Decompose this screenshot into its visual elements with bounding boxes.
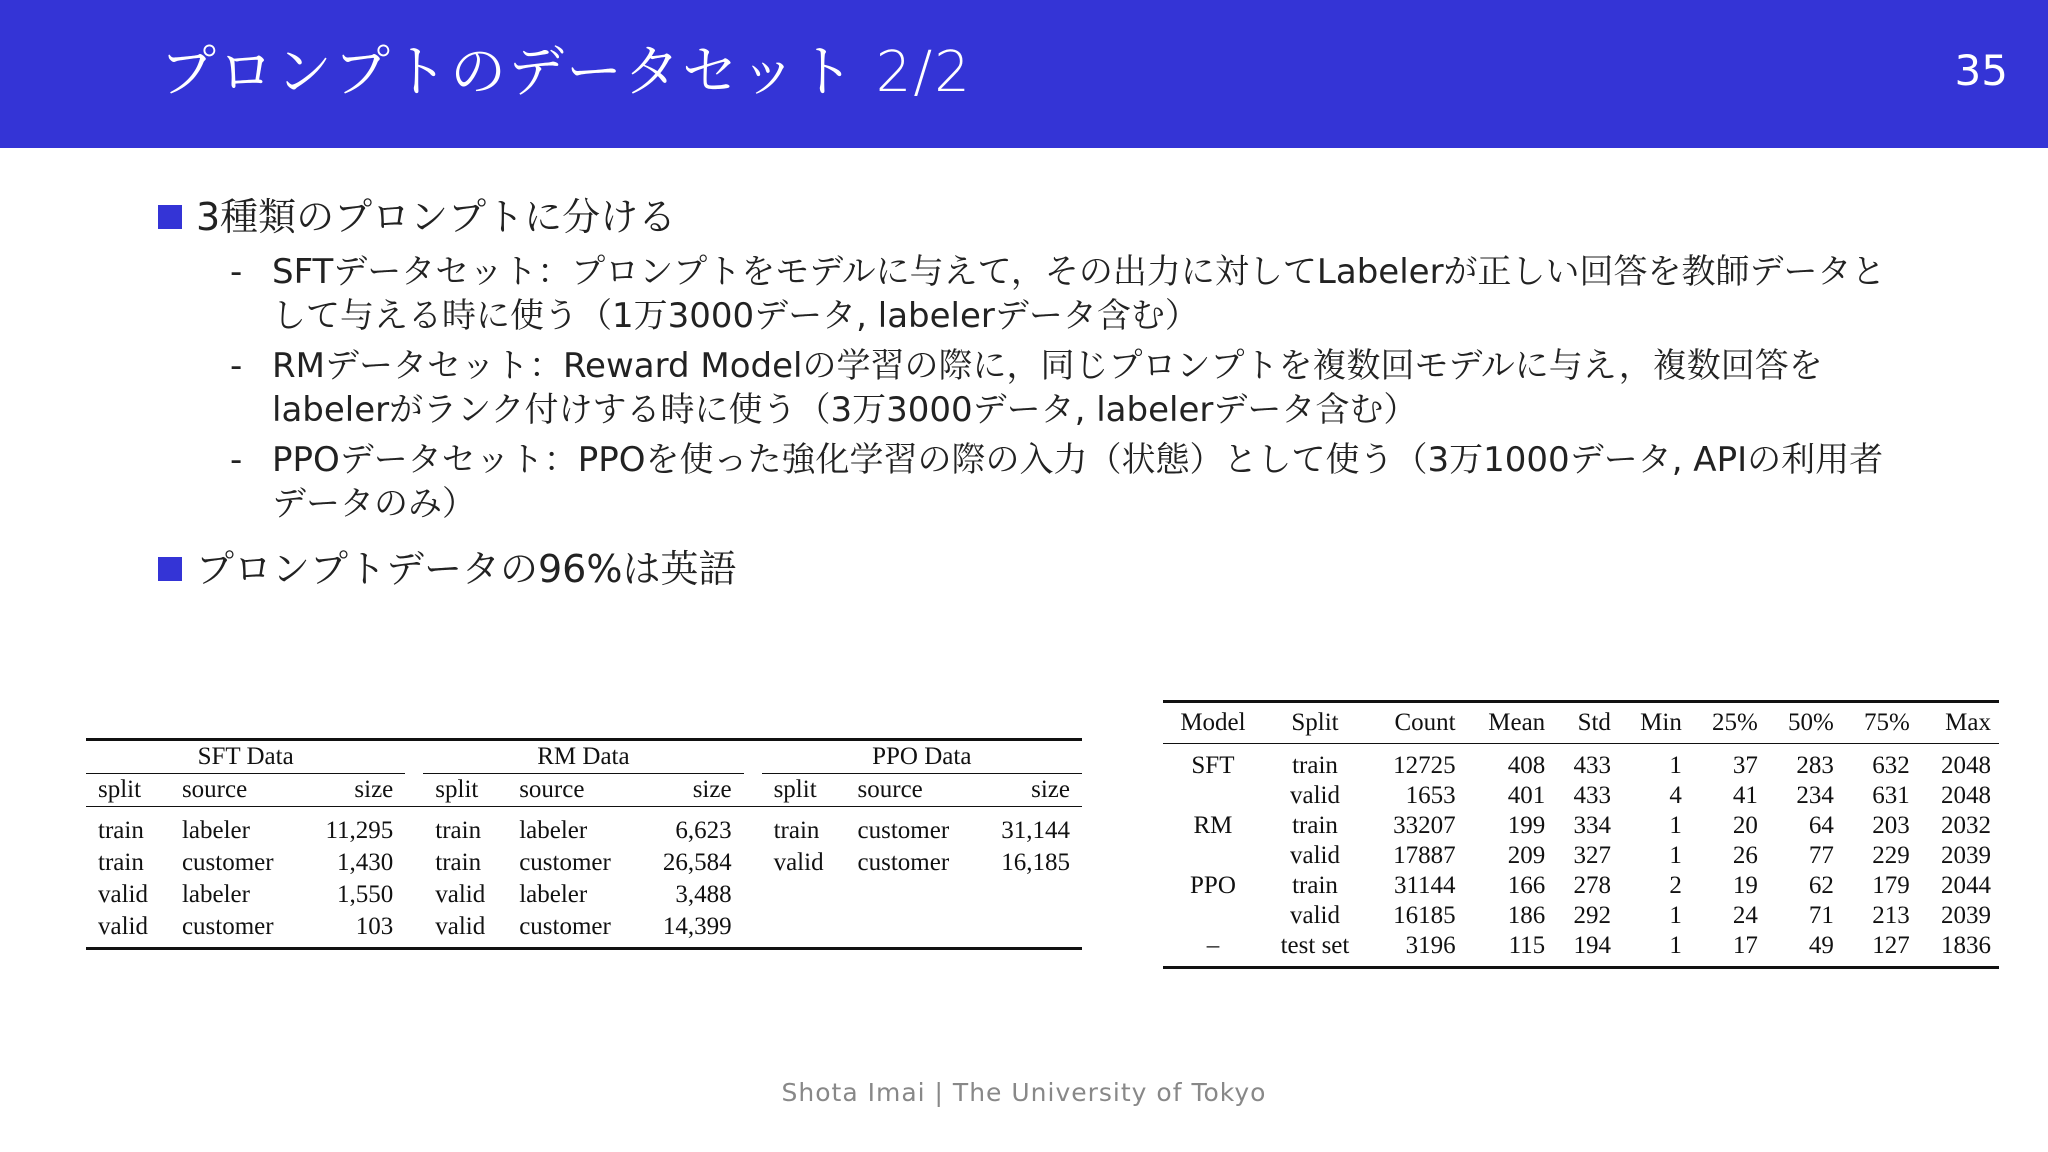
table-cell bbox=[762, 911, 846, 949]
slide-title: プロンプトのデータセット 2/2 bbox=[160, 40, 972, 105]
column-header: size bbox=[354, 776, 394, 803]
table-cell: 16185 bbox=[1393, 902, 1456, 929]
column-header: 50% bbox=[1787, 709, 1834, 736]
column-header: Max bbox=[1945, 709, 1991, 736]
table-row bbox=[86, 879, 1082, 911]
table-cell: 229 bbox=[1872, 842, 1910, 869]
table-cell: 14,399 bbox=[662, 913, 732, 940]
square-bullet-icon bbox=[158, 557, 182, 581]
table-cell bbox=[762, 879, 846, 911]
table-cell: 203 bbox=[1872, 812, 1910, 839]
bullet-text: プロンプトデータの96%は英語 bbox=[196, 547, 737, 591]
table-cell: 6,623 bbox=[675, 817, 732, 844]
table-cell: 127 bbox=[1872, 932, 1910, 959]
sub-bullet-item bbox=[158, 250, 1898, 338]
table-row bbox=[86, 807, 1082, 848]
table-cell: 234 bbox=[1796, 782, 1834, 809]
table-cell: 1653 bbox=[1405, 782, 1456, 809]
column-header: Split bbox=[1291, 709, 1339, 736]
table-cell: 4 bbox=[1669, 782, 1682, 809]
table-cell bbox=[977, 879, 1082, 911]
group-header-rm: RM Data bbox=[423, 740, 743, 774]
table-cell: – bbox=[1206, 932, 1220, 959]
table-cell: 62 bbox=[1808, 872, 1834, 899]
table-row bbox=[1163, 811, 1999, 841]
table-cell bbox=[1163, 781, 1263, 811]
table-cell: 17887 bbox=[1393, 842, 1456, 869]
column-header: split bbox=[435, 776, 479, 803]
table-cell: RM bbox=[1193, 812, 1233, 839]
table-row bbox=[1163, 744, 1999, 782]
slide-header bbox=[0, 0, 2048, 148]
table-cell: PPO bbox=[1190, 872, 1236, 899]
table-cell: valid bbox=[1289, 842, 1340, 869]
table-cell: customer bbox=[519, 849, 611, 876]
table-cell: 17 bbox=[1732, 932, 1758, 959]
table-cell: train bbox=[435, 849, 482, 876]
dataset-split-table bbox=[86, 738, 1082, 950]
table-cell: 3196 bbox=[1405, 932, 1456, 959]
table-cell: 1 bbox=[1669, 842, 1682, 869]
prompt-length-stats-table bbox=[1163, 700, 1999, 969]
table-cell: train bbox=[773, 817, 820, 844]
table-cell: 631 bbox=[1872, 782, 1910, 809]
table-cell: 24 bbox=[1732, 902, 1758, 929]
table-cell: 1 bbox=[1669, 812, 1682, 839]
table-row bbox=[1163, 841, 1999, 871]
table-cell: train bbox=[1292, 752, 1338, 779]
column-header: size bbox=[692, 776, 732, 803]
column-header: Count bbox=[1394, 709, 1456, 736]
table-cell: 41 bbox=[1732, 782, 1758, 809]
table-cell: valid bbox=[435, 913, 486, 940]
table-cell: 2 bbox=[1669, 872, 1682, 899]
table-cell: customer bbox=[857, 849, 950, 876]
table-cell: 2039 bbox=[1941, 842, 1991, 869]
table-cell: SFT bbox=[1191, 752, 1235, 779]
table-cell: 401 bbox=[1507, 782, 1546, 809]
table-cell: 2048 bbox=[1941, 782, 1991, 809]
sub-bullet-list bbox=[158, 250, 1898, 526]
column-header: Std bbox=[1577, 709, 1611, 736]
table-row bbox=[86, 847, 1082, 879]
table-cell: train bbox=[98, 849, 144, 876]
table-cell: 213 bbox=[1872, 902, 1910, 929]
table-cell: 16,185 bbox=[1001, 849, 1070, 876]
sub-bullet-text: PPOデータセット：PPOを使った強化学習の際の入力（状態）として使う（3万1000データ, APIの利用者データのみ） bbox=[272, 440, 1884, 524]
table-cell: 2044 bbox=[1941, 872, 1991, 899]
table-cell: 1,550 bbox=[337, 881, 394, 908]
sub-bullet-text: SFTデータセット：プロンプトをモデルに与えて，その出力に対してLabelerが正しい回答を教師データとして与える時に使う（1万3000データ, labelerデータ含む） bbox=[272, 252, 1886, 336]
table-cell: 2048 bbox=[1941, 752, 1991, 779]
table-cell: 26,584 bbox=[662, 849, 732, 876]
table-cell: valid bbox=[435, 881, 486, 908]
table-cell bbox=[977, 911, 1082, 949]
table-cell: 2032 bbox=[1941, 812, 1991, 839]
table-cell: 19 bbox=[1732, 872, 1758, 899]
dash-icon: - bbox=[230, 252, 243, 292]
table-cell: 2039 bbox=[1941, 902, 1991, 929]
table-cell: 194 bbox=[1573, 932, 1611, 959]
table-cell: 26 bbox=[1732, 842, 1758, 869]
column-header: source bbox=[181, 776, 248, 803]
table-cell: 31144 bbox=[1393, 872, 1456, 899]
table-cell: customer bbox=[519, 913, 611, 940]
table-cell: train bbox=[435, 817, 482, 844]
table-cell: 20 bbox=[1732, 812, 1758, 839]
table-cell: 283 bbox=[1796, 752, 1834, 779]
table-cell: train bbox=[1292, 812, 1338, 839]
column-header: split bbox=[773, 776, 817, 803]
table-cell: customer bbox=[181, 849, 274, 876]
table-cell bbox=[1163, 901, 1263, 931]
table-cell: valid bbox=[1289, 782, 1340, 809]
sub-bullet-item bbox=[158, 344, 1898, 432]
table-cell: 433 bbox=[1573, 782, 1611, 809]
column-header: 25% bbox=[1712, 709, 1758, 736]
dash-icon: - bbox=[230, 440, 243, 480]
group-header-sft: SFT Data bbox=[86, 740, 405, 774]
table-cell: test set bbox=[1280, 932, 1350, 959]
table-cell: 1,430 bbox=[337, 849, 394, 876]
table-row bbox=[1163, 781, 1999, 811]
table-cell: 1 bbox=[1669, 932, 1682, 959]
dash-icon: - bbox=[230, 346, 243, 386]
table-cell: labeler bbox=[181, 817, 250, 844]
table-row bbox=[86, 911, 1082, 949]
sub-bullet-text: RMデータセット：Reward Modelの学習の際に，同じプロンプトを複数回モデルに与え，複数回答をlabelerがランク付けする時に使う（3万3000データ, labelerデータ含む） bbox=[272, 346, 1823, 430]
table-cell: 334 bbox=[1573, 812, 1611, 839]
group-header-ppo: PPO Data bbox=[762, 740, 1082, 774]
column-header: 75% bbox=[1863, 709, 1910, 736]
table-cell: customer bbox=[181, 913, 274, 940]
table-cell: 37 bbox=[1732, 752, 1758, 779]
table-cell: labeler bbox=[519, 817, 588, 844]
table-cell: 179 bbox=[1872, 872, 1910, 899]
table-cell: 49 bbox=[1808, 932, 1834, 959]
table-row bbox=[1163, 871, 1999, 901]
table-cell: 103 bbox=[355, 913, 394, 940]
table-cell: 11,295 bbox=[325, 817, 394, 844]
table-cell: labeler bbox=[519, 881, 588, 908]
table-row bbox=[1163, 931, 1999, 968]
table-cell: 1 bbox=[1669, 902, 1682, 929]
table-cell: 3,488 bbox=[675, 881, 732, 908]
table-group-header-row bbox=[86, 740, 1082, 774]
column-header: Min bbox=[1640, 709, 1682, 736]
table-cell: train bbox=[98, 817, 144, 844]
table-cell: customer bbox=[857, 817, 950, 844]
table-cell: 31,144 bbox=[1001, 817, 1070, 844]
table-cell: 166 bbox=[1507, 872, 1546, 899]
table-cell: 64 bbox=[1808, 812, 1834, 839]
table-cell: 1 bbox=[1669, 752, 1682, 779]
table-cell: valid bbox=[1289, 902, 1340, 929]
table-cell: 327 bbox=[1573, 842, 1611, 869]
table-cell: 77 bbox=[1808, 842, 1834, 869]
table-cell: 433 bbox=[1573, 752, 1611, 779]
table-cell: valid bbox=[98, 881, 148, 908]
bullet-item bbox=[158, 188, 1898, 246]
column-header: source bbox=[857, 776, 923, 803]
sub-bullet-item bbox=[158, 438, 1898, 526]
table-header-row bbox=[86, 774, 1082, 807]
column-header: Mean bbox=[1488, 709, 1546, 736]
column-header: size bbox=[1031, 776, 1070, 803]
page-number: 35 bbox=[1954, 46, 2008, 95]
table-cell: 278 bbox=[1573, 872, 1611, 899]
table-cell: 115 bbox=[1508, 932, 1546, 959]
slide-body bbox=[158, 188, 1898, 598]
table-cell: 292 bbox=[1573, 902, 1611, 929]
table-cell bbox=[846, 911, 977, 949]
table-cell: 199 bbox=[1507, 812, 1546, 839]
table-row bbox=[1163, 901, 1999, 931]
table-cell: train bbox=[1292, 872, 1338, 899]
table-cell bbox=[1163, 841, 1263, 871]
table-cell: 12725 bbox=[1393, 752, 1456, 779]
table-cell: 33207 bbox=[1393, 812, 1456, 839]
column-header: source bbox=[519, 776, 585, 803]
table-cell: valid bbox=[773, 849, 824, 876]
table-cell: 209 bbox=[1507, 842, 1546, 869]
table-cell: 408 bbox=[1507, 752, 1546, 779]
table-cell: valid bbox=[98, 913, 148, 940]
bullet-item bbox=[158, 540, 1898, 598]
table-cell: 186 bbox=[1507, 902, 1546, 929]
table-cell: 1836 bbox=[1941, 932, 1991, 959]
table-cell bbox=[846, 879, 977, 911]
column-header: split bbox=[98, 776, 142, 803]
table-cell: 632 bbox=[1872, 752, 1910, 779]
table-header-row bbox=[1163, 702, 1999, 744]
column-header: Model bbox=[1180, 709, 1246, 736]
bullet-text: 3種類のプロンプトに分ける bbox=[196, 195, 677, 239]
table-cell: labeler bbox=[181, 881, 250, 908]
table-cell: 71 bbox=[1808, 902, 1834, 929]
slide-footer: Shota Imai | The University of Tokyo bbox=[781, 1078, 1267, 1107]
square-bullet-icon bbox=[158, 205, 182, 229]
